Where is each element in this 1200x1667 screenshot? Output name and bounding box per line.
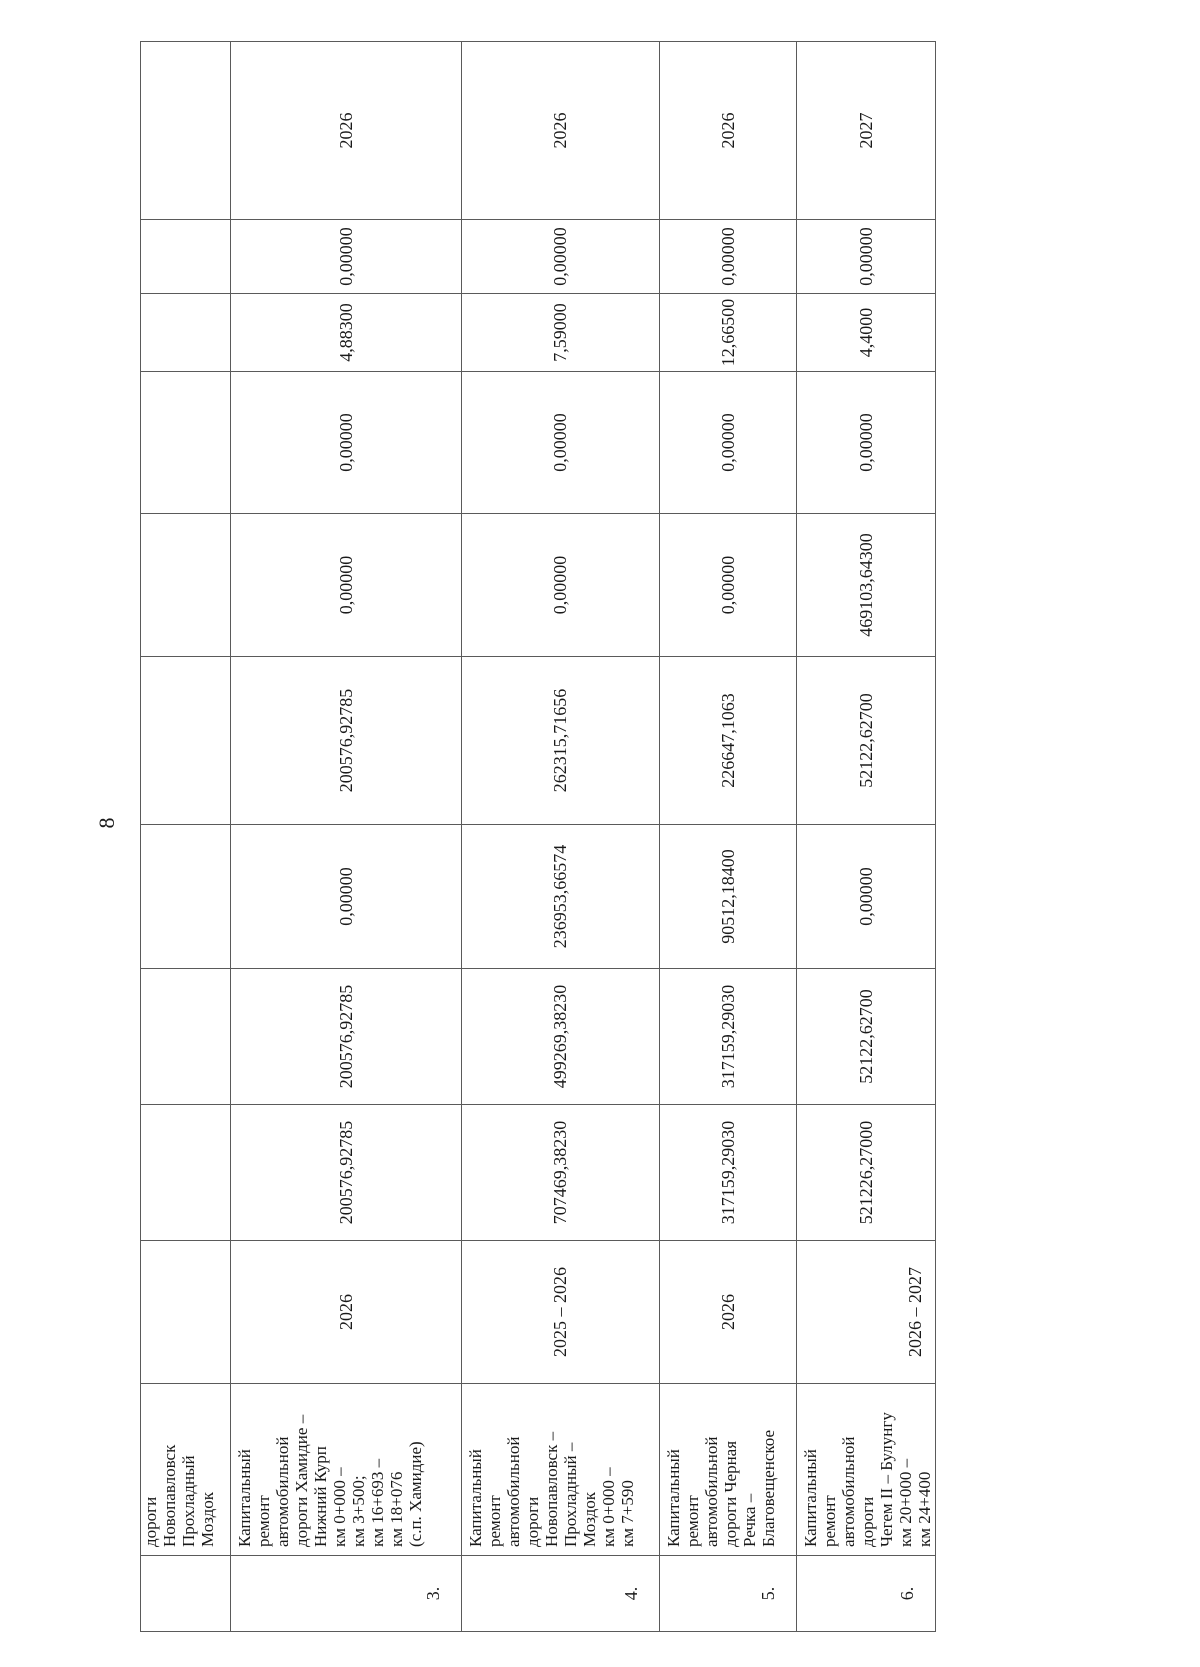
value-cell: 521226,27000 <box>797 1105 936 1241</box>
row-number: 6. <box>797 1556 936 1632</box>
value-cell: 200576,92785 <box>231 1105 462 1241</box>
value-cell: 707469,38230 <box>462 1105 660 1241</box>
table-row <box>231 42 462 1632</box>
year-cell: 2027 <box>797 42 936 220</box>
value-cell: 52122,62700 <box>797 969 936 1105</box>
year-cell: 2026 <box>231 42 462 220</box>
period-cell: 2026 – 2027 <box>797 1241 936 1384</box>
object-name: Капитальный ремонт автомобильной дороги Хамидие – Нижний Курп км 0+000 – км 3+500; км 16+693 – км 18+076 (с.п. Хамидие) <box>231 1384 462 1556</box>
value-cell: 0,00000 <box>797 372 936 514</box>
value-cell <box>141 372 231 514</box>
value-cell: 0,00000 <box>660 514 797 657</box>
object-name: Капитальный ремонт автомобильной дороги Чегем II – Булунгу км 20+000 – км 24+400 <box>797 1384 936 1556</box>
year-cell <box>141 42 231 220</box>
table-row <box>141 42 231 1632</box>
object-name: Капитальный ремонт автомобильной дороги Черная Речка – Благовещенское <box>660 1384 797 1556</box>
value-cell: 317159,29030 <box>660 969 797 1105</box>
period-cell: 2026 <box>660 1241 797 1384</box>
period-cell: 2026 <box>231 1241 462 1384</box>
value-cell: 0,00000 <box>660 220 797 294</box>
value-cell <box>141 514 231 657</box>
row-number: 4. <box>462 1556 660 1632</box>
value-cell: 0,00000 <box>660 372 797 514</box>
value-cell: 200576,92785 <box>231 969 462 1105</box>
page-number: 8 <box>94 817 119 829</box>
value-cell: 4,88300 <box>231 294 462 372</box>
value-cell <box>141 969 231 1105</box>
object-name: дороги Новопавловск Прохладный Моздок <box>141 1384 231 1556</box>
year-cell: 2026 <box>660 42 797 220</box>
value-cell: 226647,1063 <box>660 657 797 825</box>
table-row <box>660 42 797 1632</box>
value-cell: 90512,18400 <box>660 825 797 969</box>
row-number: 3. <box>231 1556 462 1632</box>
rotated-table-sheet <box>140 42 935 1632</box>
value-cell: 0,00000 <box>462 220 660 294</box>
object-name: Капитальный ремонт автомобильной дороги Новопавловск – Прохладный – Моздок км 0+000 – км 7+590 <box>462 1384 660 1556</box>
period-cell: 2025 – 2026 <box>462 1241 660 1384</box>
table-row <box>797 42 936 1632</box>
value-cell: 12,66500 <box>660 294 797 372</box>
value-cell: 0,00000 <box>231 220 462 294</box>
value-cell: 0,00000 <box>231 372 462 514</box>
value-cell: 0,00000 <box>231 825 462 969</box>
value-cell <box>141 657 231 825</box>
value-cell: 0,00000 <box>462 514 660 657</box>
value-cell: 469103,64300 <box>797 514 936 657</box>
value-cell: 200576,92785 <box>231 657 462 825</box>
value-cell: 0,00000 <box>231 514 462 657</box>
value-cell: 236953,66574 <box>462 825 660 969</box>
value-cell <box>141 294 231 372</box>
value-cell: 499269,38230 <box>462 969 660 1105</box>
row-number <box>141 1556 231 1632</box>
value-cell: 52122,62700 <box>797 657 936 825</box>
works-table <box>140 41 936 1632</box>
value-cell: 0,00000 <box>797 220 936 294</box>
table-row <box>462 42 660 1632</box>
value-cell <box>141 220 231 294</box>
value-cell: 4,4000 <box>797 294 936 372</box>
row-number: 5. <box>660 1556 797 1632</box>
value-cell: 262315,71656 <box>462 657 660 825</box>
value-cell <box>141 1105 231 1241</box>
value-cell: 317159,29030 <box>660 1105 797 1241</box>
value-cell: 0,00000 <box>462 372 660 514</box>
period-cell <box>141 1241 231 1384</box>
value-cell: 0,00000 <box>797 825 936 969</box>
value-cell <box>141 825 231 969</box>
year-cell: 2026 <box>462 42 660 220</box>
value-cell: 7,59000 <box>462 294 660 372</box>
